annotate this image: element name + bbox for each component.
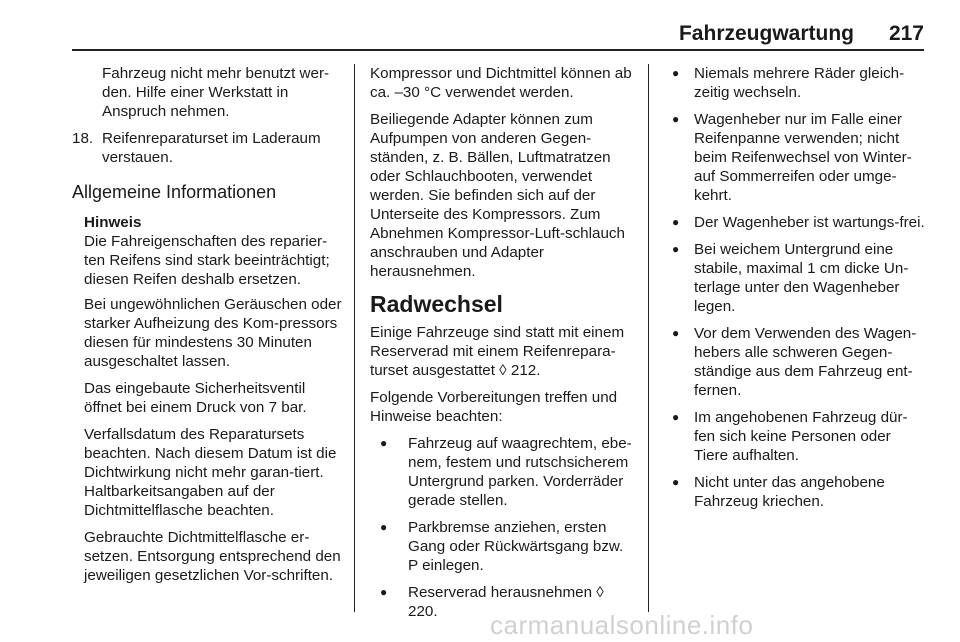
note-label: Hinweis xyxy=(84,214,142,231)
bullet-icon: ● xyxy=(672,66,680,80)
list-item: ● Vor dem Verwenden des Wagen-hebers alle schweren Gegen-ständige aus dem Fahrzeug ent-fernen. xyxy=(668,324,928,400)
paragraph: Kompressor und Dichtmittel können ab ca. –30 °C verwendet werden. xyxy=(370,65,632,101)
note-text: Die Fahreigenschaften des reparier-ten Reifens sind stark beeinträchtigt; diesen Reifen deshalb ersetzen. xyxy=(84,233,330,288)
list-item: ● Parkbremse anziehen, ersten Gang oder Rückwärtsgang bzw. P einlegen. xyxy=(370,518,632,575)
bullet-icon: ● xyxy=(672,112,680,126)
note-block xyxy=(72,213,342,289)
bullet-icon: ● xyxy=(672,475,680,489)
column-3 xyxy=(668,64,928,519)
list-item: ● Der Wagenheber ist wartungs-frei. xyxy=(668,213,928,232)
list-item: ● Im angehobenen Fahrzeug dür-fen sich keine Personen oder Tiere aufhalten. xyxy=(668,408,928,465)
paragraph: Das eingebaute Sicherheitsventil öffnet bei einem Druck von 7 bar. xyxy=(84,380,307,416)
section-heading: Allgemeine Informationen xyxy=(72,182,277,202)
watermark: carmanualsonline.info xyxy=(490,610,754,640)
paragraph: Bei ungewöhnlichen Geräuschen oder starker Aufheizung des Kom-pressors diesen für mindestens 30 Minuten ausgeschaltet lassen. xyxy=(84,296,342,370)
header-rule xyxy=(72,49,924,51)
list-item: ● Niemals mehrere Räder gleich-zeitig wechseln. xyxy=(668,64,928,102)
bullet-icon: ● xyxy=(380,436,388,450)
column-divider-2 xyxy=(648,64,649,612)
paragraph: Folgende Vorbereitungen treffen und Hinweise beachten: xyxy=(370,389,618,425)
paragraph: Verfallsdatum des Reparatursets beachten. Nach diesem Datum ist die Dichtwirkung nicht mehr garan-tiert. Haltbarkeitsangaben auf der Dichtmittelflasche beachten. xyxy=(84,426,337,519)
bullet-icon: ● xyxy=(380,585,388,599)
step-text: Reifenreparaturset im Laderaum verstauen. xyxy=(102,130,321,166)
bullet-icon: ● xyxy=(672,410,680,424)
list-item: ● Wagenheber nur im Falle einer Reifenpanne verwenden; nicht beim Reifenwechsel von Winter-auf Sommerreifen oder umge-kehrt. xyxy=(668,110,928,205)
section-title: Fahrzeugwartung xyxy=(678,22,854,45)
page-number: 217 xyxy=(888,22,924,45)
section-heading-radwechsel: Radwechsel xyxy=(370,291,503,317)
column-2 xyxy=(370,64,632,629)
step-18 xyxy=(72,129,342,167)
continued-step-text: Fahrzeug nicht mehr benutzt wer-den. Hilfe einer Werkstatt in Anspruch nehmen. xyxy=(102,65,330,120)
bullet-icon: ● xyxy=(672,326,680,340)
list-item: ● Reserverad herausnehmen ◊ 220. xyxy=(370,583,632,621)
paragraph: Gebrauchte Dichtmittelflasche er-setzen. Entsorgung entsprechend den jeweiligen gesetzlichen Vor-schriften. xyxy=(84,529,341,584)
paragraph: Einige Fahrzeuge sind statt mit einem Reserverad mit einem Reifenrepara-turset ausgestattet ◊ 212. xyxy=(370,324,625,379)
paragraph: Beiliegende Adapter können zum Aufpumpen von anderen Gegen-ständen, z. B. Bällen, Luftmatratzen oder Schlauchbooten, verwendet werden. Sie befinden sich auf der Unterseite des Kompressors. Zum Abnehmen Kompressor-Luft-schlauch anschrauben und Adapter herausnehmen. xyxy=(370,111,625,280)
page-header xyxy=(72,20,924,48)
column-1 xyxy=(72,64,342,593)
bullet-icon: ● xyxy=(380,520,388,534)
list-item: ● Fahrzeug auf waagrechtem, ebe-nem, festem und rutschsicherem Untergrund parken. Vorderräder gerade stellen. xyxy=(370,434,632,510)
bullet-icon: ● xyxy=(672,215,680,229)
bullet-icon: ● xyxy=(672,242,680,256)
step-number: 18. xyxy=(72,130,94,147)
column-divider-1 xyxy=(354,64,355,612)
list-item: ● Nicht unter das angehobene Fahrzeug kriechen. xyxy=(668,473,928,511)
list-item: ● Bei weichem Untergrund eine stabile, maximal 1 cm dicke Un-terlage unter den Wagenheber legen. xyxy=(668,240,928,316)
